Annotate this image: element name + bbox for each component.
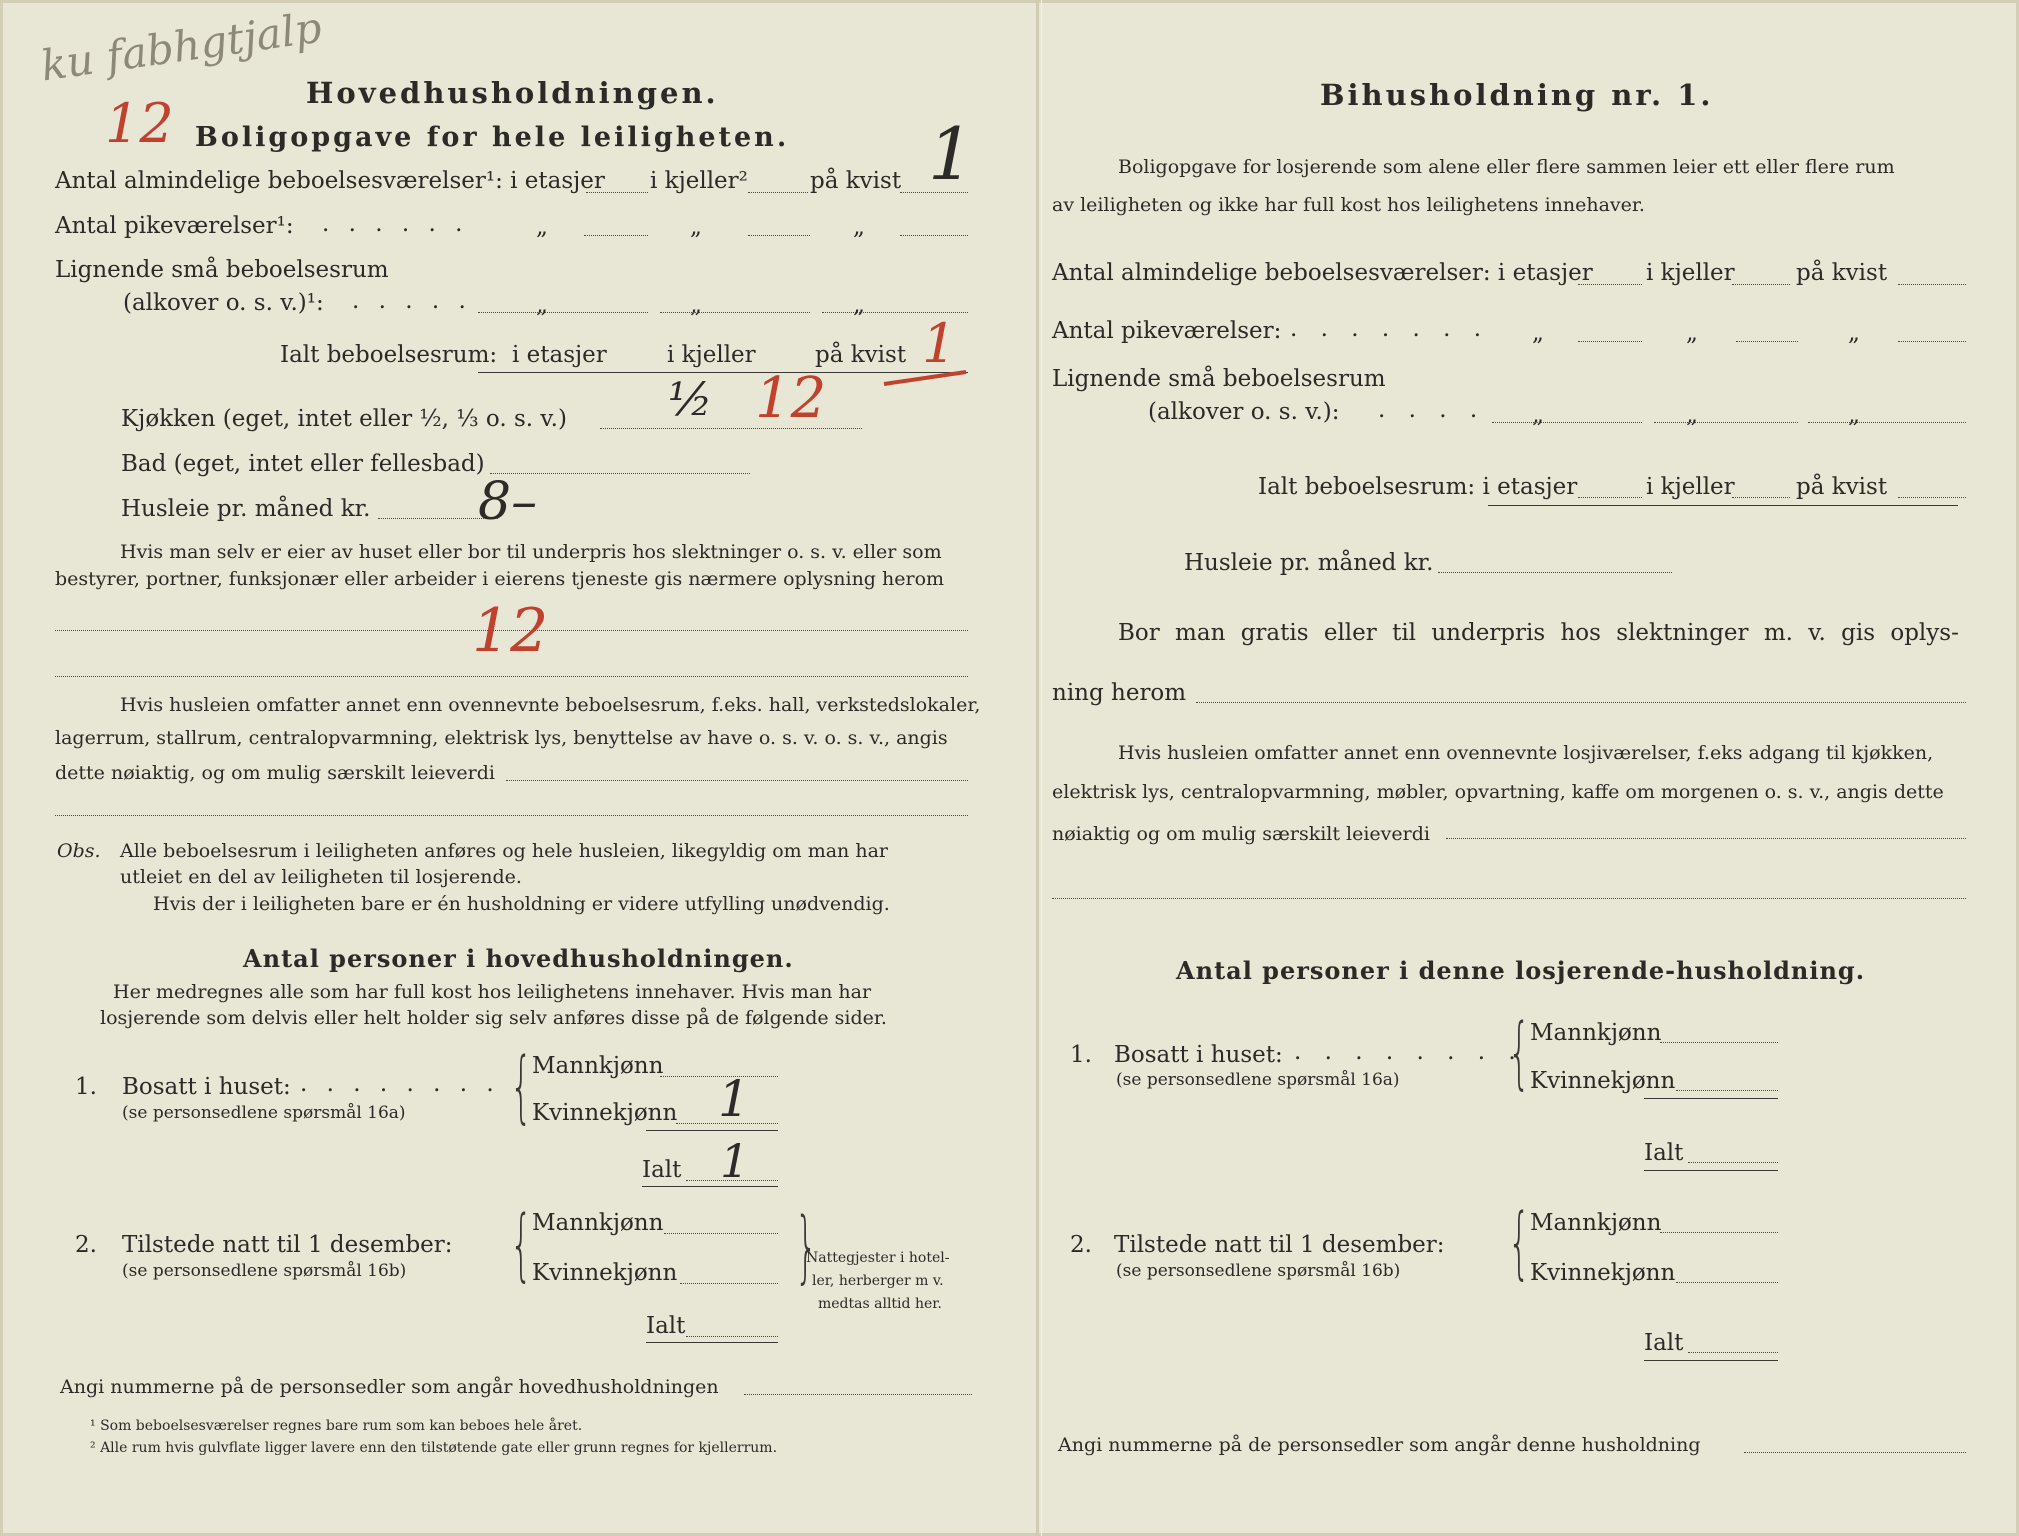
left-persons-title: Antal personer i hovedhusholdningen.	[243, 944, 794, 973]
left-alkover-ditto-1: „	[536, 292, 548, 318]
right-alkover-field-3[interactable]	[1808, 422, 1966, 423]
red-pencil-stroke	[880, 350, 970, 390]
right-alkover-label-1: Lignende små beboelsesrum	[1052, 366, 1386, 392]
left-q2-brace: {	[510, 1200, 533, 1290]
right-q2-label: Tilstede natt til 1 desember:	[1114, 1232, 1445, 1258]
left-omfatter-text-3: dette nøiaktig, og om mulig særskilt leieverdi	[55, 762, 495, 784]
left-q1-brace: {	[510, 1042, 533, 1132]
left-q2-sum-rule	[646, 1342, 778, 1343]
footnote-1: ¹ Som beboelsesværelser regnes bare rum som kan beboes hele året.	[90, 1418, 583, 1434]
right-husleie-field[interactable]	[1438, 572, 1672, 573]
right-gratis-field[interactable]	[1196, 702, 1966, 703]
left-pike-field-3[interactable]	[900, 235, 968, 236]
left-q2-ialt-label: Ialt	[646, 1313, 686, 1339]
right-q1-brace: {	[1508, 1008, 1531, 1098]
left-angi-text: Angi nummerne på de personsedler som angår hovedhusholdningen	[60, 1376, 719, 1398]
left-ialt-label: Ialt beboelsesrum:	[280, 342, 498, 368]
page-fold-highlight	[1041, 0, 1042, 1536]
left-ialt-kjeller-label: i kjeller	[667, 342, 756, 368]
left-omfatter-text-2: lagerrum, stallrum, centralopvarmning, elektrisk lys, benyttelse av have o. s. v. o. s. v., angis	[55, 727, 948, 749]
left-eier-text-1: Hvis man selv er eier av huset eller bor til underpris hos slektninger o. s. v. eller som	[120, 541, 942, 563]
right-omfatter-field[interactable]	[1446, 838, 1966, 839]
left-q1-dots: . . . . . . . .	[300, 1071, 500, 1097]
left-alkover-ditto-2: „	[690, 292, 702, 318]
left-alkover-field-2[interactable]	[660, 312, 810, 313]
footnote-2: ² Alle rum hvis gulvflate ligger lavere enn den tilstøtende gate eller grunn regnes for kjellerrum.	[90, 1440, 778, 1456]
left-husleie-label: Husleie pr. måned kr.	[121, 496, 371, 522]
left-obs-text-3: Hvis der i leiligheten bare er én husholdning er videre utfylling unødvendig.	[153, 893, 890, 915]
handwritten-number-top: 12	[105, 92, 174, 155]
right-gratis-text-1: Bor man gratis eller til underpris hos slektninger m. v. gis oplys-	[1118, 620, 1959, 646]
left-q2-kvinne-label: Kvinnekjønn	[532, 1260, 678, 1286]
left-q1-kvinne-value: 1	[718, 1070, 750, 1128]
right-q1-sum-rule-bottom	[1644, 1170, 1778, 1171]
right-rooms-kvist-label: på kvist	[1796, 260, 1888, 286]
left-eier-text-2: bestyrer, portner, funksjonær eller arbeider i eierens tjeneste gis nærmere oplysning herom	[55, 568, 945, 590]
left-q1-ialt-label: Ialt	[642, 1157, 682, 1183]
left-obs-label: Obs.	[57, 840, 101, 862]
right-alkover-field-1[interactable]	[1492, 422, 1642, 423]
left-kjokken-label: Kjøkken (eget, intet eller ½, ⅓ o. s. v.)	[121, 406, 567, 432]
right-alkover-dots: . . . .	[1378, 397, 1486, 423]
right-q2-mann-field[interactable]	[1660, 1232, 1778, 1233]
page-fold	[1036, 0, 1039, 1536]
left-ialt-etasjer-label: i etasjer	[512, 342, 607, 368]
left-pike-ditto-2: „	[690, 214, 702, 240]
right-rooms-kjeller-field[interactable]	[1732, 284, 1790, 285]
right-persons-title: Antal personer i denne losjerende-husholdning.	[1176, 956, 1866, 985]
left-alkover-label-2: (alkover o. s. v.)¹:	[123, 290, 324, 316]
right-q1-sum-rule-top	[1644, 1098, 1778, 1099]
left-pike-dots: . . . . . .	[322, 211, 469, 237]
right-intro-2: av leiligheten og ikke har full kost hos leilighetens innehaver.	[1052, 194, 1645, 216]
right-q2-kvinne-field[interactable]	[1676, 1282, 1778, 1283]
left-bad-label: Bad (eget, intet eller fellesbad)	[121, 451, 485, 477]
right-title: Bihusholdning nr. 1.	[1320, 78, 1714, 112]
left-rooms-kvist-label: på kvist	[810, 168, 902, 194]
left-q2-note-2: ler, herberger m v.	[812, 1273, 944, 1289]
right-pike-field-2[interactable]	[1736, 341, 1798, 342]
right-omfatter-text-3: nøiaktig og om mulig særskilt leieverdi	[1052, 823, 1430, 845]
left-obs-text-2: utleiet en del av leiligheten til losjerende.	[120, 866, 522, 888]
right-ialt-rule	[1488, 505, 1958, 506]
left-omfatter-field[interactable]	[506, 780, 968, 781]
right-q1-kvinne-label: Kvinnekjønn	[1530, 1068, 1676, 1094]
right-angi-text: Angi nummerne på de personsedler som angår denne husholdning	[1058, 1434, 1701, 1456]
left-alkover-ditto-3: „	[853, 292, 865, 318]
right-q1-ialt-field[interactable]	[1688, 1162, 1778, 1163]
left-q2-note-3: medtas alltid her.	[818, 1296, 942, 1312]
left-omfatter-line-2[interactable]	[55, 815, 968, 816]
left-eier-line-2[interactable]	[55, 676, 968, 677]
right-ialt-kjeller-label: i kjeller	[1646, 474, 1735, 500]
right-ialt-kvist-field[interactable]	[1898, 497, 1966, 498]
right-ialt-kjeller-field[interactable]	[1732, 497, 1790, 498]
left-kjokken-value-fraction: ½	[668, 372, 713, 426]
right-pike-field-3[interactable]	[1898, 341, 1966, 342]
right-pike-field-1[interactable]	[1578, 341, 1642, 342]
right-rooms-kjeller-label: i kjeller	[1646, 260, 1735, 286]
right-pike-ditto-3: „	[1848, 320, 1860, 346]
right-q2-sum-rule	[1644, 1360, 1778, 1361]
left-q2-sub: (se personsedlene spørsmål 16b)	[122, 1261, 407, 1281]
left-persons-text-2: losjerende som delvis eller helt holder sig selv anføres disse på de følgende sider.	[100, 1007, 887, 1029]
right-pike-dots: . . . . . . .	[1290, 316, 1490, 342]
right-q1-ialt-label: Ialt	[1644, 1140, 1684, 1166]
left-q2-label: Tilstede natt til 1 desember:	[122, 1232, 453, 1258]
left-q1-number: 1.	[75, 1074, 97, 1100]
left-q2-ialt-field[interactable]	[686, 1336, 778, 1337]
left-obs-text-1: Alle beboelsesrum i leiligheten anføres og hele husleien, likegyldig om man har	[120, 840, 888, 862]
right-ialt-etasjer-field[interactable]	[1578, 497, 1642, 498]
left-rooms-label: Antal almindelige beboelsesværelser¹: i etasjer	[55, 168, 605, 194]
left-alkover-field-1[interactable]	[478, 312, 648, 313]
right-q1-number: 1.	[1070, 1042, 1092, 1068]
right-q1-sub: (se personsedlene spørsmål 16a)	[1116, 1070, 1400, 1090]
right-alkover-ditto-1: „	[1532, 402, 1544, 428]
left-pike-ditto-3: „	[853, 214, 865, 240]
left-alkover-label-1: Lignende små beboelsesrum	[55, 257, 389, 283]
left-persons-text-1: Her medregnes alle som har full kost hos leilighetens innehaver. Hvis man har	[113, 981, 872, 1003]
left-eier-value: 12	[472, 596, 549, 666]
right-ialt-kvist-label: på kvist	[1796, 474, 1888, 500]
right-angi-field[interactable]	[1744, 1452, 1966, 1453]
right-q2-mann-label: Mannkjønn	[1530, 1210, 1662, 1236]
right-alkover-ditto-3: „	[1848, 402, 1860, 428]
right-q2-ialt-field[interactable]	[1688, 1352, 1778, 1353]
left-q1-label: Bosatt i huset:	[122, 1074, 291, 1100]
right-rooms-label: Antal almindelige beboelsesværelser: i etasjer	[1052, 260, 1593, 286]
right-q2-brace: {	[1508, 1198, 1531, 1288]
left-subtitle: Boligopgave for hele leiligheten.	[195, 122, 790, 153]
right-husleie-label: Husleie pr. måned kr.	[1184, 550, 1434, 576]
right-q2-sub: (se personsedlene spørsmål 16b)	[1116, 1261, 1401, 1281]
left-q2-mann-field[interactable]	[664, 1233, 778, 1234]
right-pike-ditto-2: „	[1686, 320, 1698, 346]
right-alkover-label-2: (alkover o. s. v.):	[1148, 399, 1340, 425]
left-pike-ditto-1: „	[536, 214, 548, 240]
right-q1-mann-label: Mannkjønn	[1530, 1020, 1662, 1046]
left-pike-field-1[interactable]	[584, 235, 648, 236]
left-kjokken-value-red: 12	[755, 366, 827, 431]
left-rooms-kvist-value: 1	[928, 112, 974, 196]
right-alkover-ditto-2: „	[1686, 402, 1698, 428]
left-alkover-dots: . . . . .	[352, 288, 472, 314]
right-omfatter-line-2[interactable]	[1052, 898, 1966, 899]
right-rooms-kvist-field[interactable]	[1898, 284, 1966, 285]
right-intro-1: Boligopgave for losjerende som alene eller flere sammen leier ett eller flere rum	[1118, 156, 1895, 178]
left-rooms-kjeller-label: i kjeller²	[650, 168, 748, 194]
right-pike-ditto-1: „	[1532, 320, 1544, 346]
right-ialt-label: Ialt beboelsesrum: i etasjer	[1258, 474, 1578, 500]
left-q1-ialt-value: 1	[720, 1134, 750, 1188]
left-ialt-kvist-label: på kvist	[815, 342, 907, 368]
left-q1-mann-label: Mannkjønn	[532, 1053, 664, 1079]
left-q2-kvinne-field[interactable]	[680, 1283, 778, 1284]
right-q2-number: 2.	[1070, 1232, 1092, 1258]
left-q2-note-brace: {	[793, 1202, 816, 1292]
right-q1-kvinne-field[interactable]	[1676, 1090, 1778, 1091]
left-q2-mann-label: Mannkjønn	[532, 1210, 664, 1236]
right-q1-mann-field[interactable]	[1660, 1042, 1778, 1043]
left-pike-field-2[interactable]	[748, 235, 810, 236]
handwritten-note-top: ku fabhgtjalp	[37, 2, 325, 91]
right-omfatter-text-2: elektrisk lys, centralopvarmning, møbler, opvartning, kaffe om morgenen o. s. v., angis dette	[1052, 781, 1944, 803]
left-q1-sub: (se personsedlene spørsmål 16a)	[122, 1103, 406, 1123]
right-q2-ialt-label: Ialt	[1644, 1330, 1684, 1356]
right-gratis-text-2: ning herom	[1052, 680, 1187, 706]
left-husleie-value: 8–	[478, 472, 538, 532]
left-q1-sum-rule-bottom	[642, 1186, 778, 1187]
left-rooms-etasjer-field[interactable]	[586, 192, 648, 193]
right-q2-kvinne-label: Kvinnekjønn	[1530, 1260, 1676, 1286]
left-ialt-kvist-value: 1	[922, 312, 957, 375]
right-q1-label: Bosatt i huset:	[1114, 1042, 1283, 1068]
left-pike-label: Antal pikeværelser¹:	[55, 213, 294, 239]
left-q1-sum-rule-top	[646, 1130, 778, 1131]
left-q1-kvinne-label: Kvinnekjønn	[532, 1100, 678, 1126]
right-q1-dots: . . . . . . . .	[1294, 1039, 1524, 1065]
left-angi-field[interactable]	[744, 1394, 972, 1395]
right-omfatter-text-1: Hvis husleien omfatter annet enn ovennevnte losjiværelser, f.eks adgang til kjøkken,	[1118, 742, 1934, 764]
right-alkover-field-2[interactable]	[1654, 422, 1798, 423]
right-pike-label: Antal pikeværelser:	[1052, 318, 1282, 344]
left-rooms-kjeller-field[interactable]	[748, 192, 808, 193]
left-title: Hovedhusholdningen.	[306, 76, 719, 110]
left-omfatter-text-1: Hvis husleien omfatter annet enn ovennevnte beboelsesrum, f.eks. hall, verkstedslokaler,	[120, 694, 981, 716]
left-q2-note-1: Nattegjester i hotel-	[806, 1250, 950, 1266]
right-rooms-etasjer-field[interactable]	[1578, 284, 1642, 285]
left-q2-number: 2.	[75, 1232, 97, 1258]
